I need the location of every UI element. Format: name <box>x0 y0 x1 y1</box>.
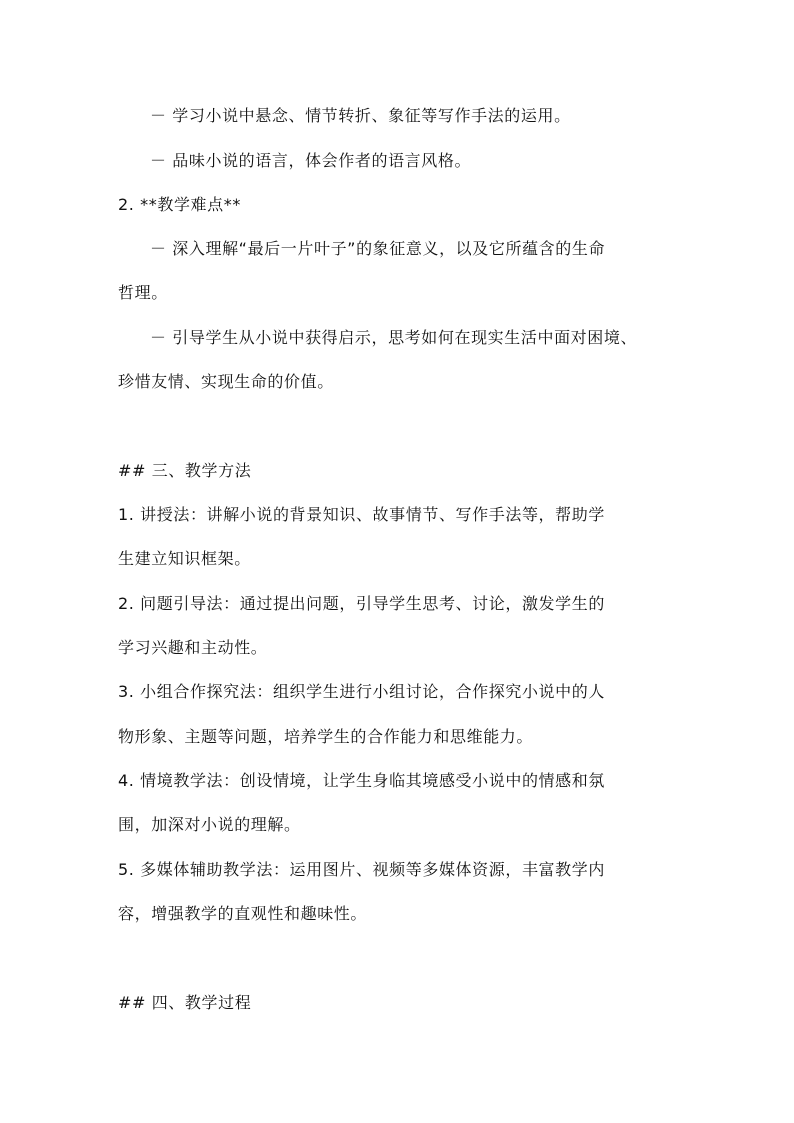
list-item-heading: 2. **教学难点** <box>118 195 241 214</box>
text-line: 珍惜友情、实现生命的价值。 <box>118 372 334 391</box>
bullet-line: － 品味小说的语言，体会作者的语言风格。 <box>150 151 472 170</box>
text-line: 哲理。 <box>118 283 168 302</box>
bullet-line: － 引导学生从小说中获得启示，思考如何在现实生活中面对困境、 <box>150 328 638 347</box>
list-item: 5. 多媒体辅助教学法：运用图片、视频等多媒体资源，丰富教学内 <box>118 860 605 879</box>
bullet-line: － 学习小说中悬念、情节转折、象征等写作手法的运用。 <box>150 106 571 125</box>
text-line: 生建立知识框架。 <box>118 549 251 568</box>
list-item: 4. 情境教学法：创设情境，让学生身临其境感受小说中的情感和氛 <box>118 771 605 790</box>
text-line: 学习兴趣和主动性。 <box>118 638 268 657</box>
bullet-line: － 深入理解“最后一片叶子”的象征意义，以及它所蕴含的生命 <box>150 239 606 258</box>
text-line: 围，加深对小说的理解。 <box>118 815 301 834</box>
text-line: 容，增强教学的直观性和趣味性。 <box>118 904 368 923</box>
section-heading: ## 三、教学方法 <box>118 461 252 480</box>
text-line: 物形象、主题等问题，培养学生的合作能力和思维能力。 <box>118 727 534 746</box>
list-item: 2. 问题引导法：通过提出问题，引导学生思考、讨论，激发学生的 <box>118 594 605 613</box>
list-item: 3. 小组合作探究法：组织学生进行小组讨论，合作探究小说中的人 <box>118 682 605 701</box>
section-heading: ## 四、教学过程 <box>118 993 252 1012</box>
list-item: 1. 讲授法：讲解小说的背景知识、故事情节、写作手法等，帮助学 <box>118 505 605 524</box>
